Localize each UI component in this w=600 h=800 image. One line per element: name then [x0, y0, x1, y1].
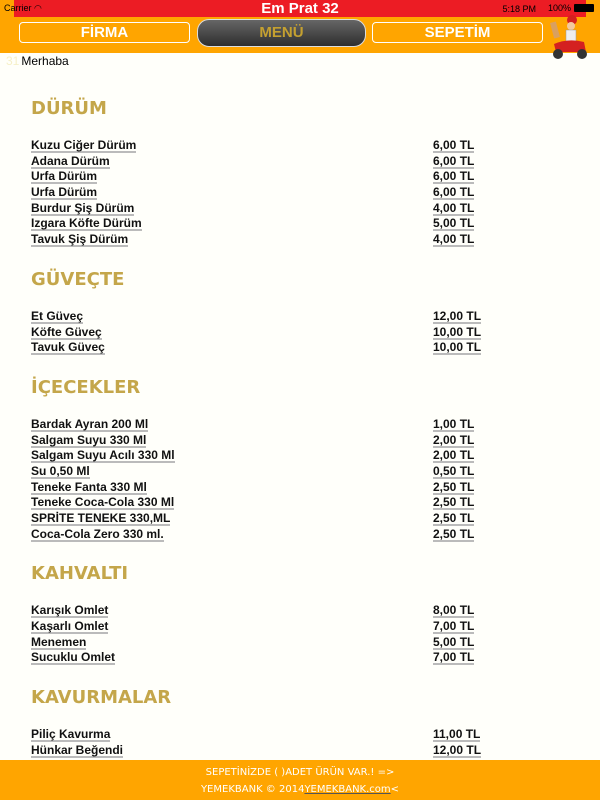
item-name-link[interactable]: Et Güveç — [31, 308, 84, 323]
item-price-link[interactable]: 1,00 TL — [433, 416, 475, 431]
item-price-link[interactable]: 12,00 TL — [433, 742, 482, 757]
item-name-link[interactable]: Teneke Fanta 330 Ml — [31, 479, 147, 494]
item-price-link[interactable]: 11,00 TL — [433, 727, 481, 742]
item-name-link[interactable]: Izgara Köfte Dürüm — [31, 216, 142, 231]
menu-section — [31, 562, 600, 666]
cart-summary-link[interactable]: SEPETİNİZDE ( )ADET ÜRÜN VAR.! => — [205, 767, 395, 778]
menu-section — [31, 376, 600, 543]
sepetim-button[interactable]: SEPETİM — [372, 22, 543, 43]
item-price-link[interactable]: 10,00 TL — [433, 340, 482, 355]
section-title: KAHVALTI — [31, 563, 129, 585]
menu-item — [31, 619, 600, 635]
battery-percent: 100% — [547, 3, 571, 13]
item-price-link[interactable]: 6,00 TL — [433, 138, 475, 152]
menu-item — [31, 309, 600, 325]
item-name-link[interactable]: Piliç Kavurma — [31, 727, 111, 742]
item-price-link[interactable]: 2,50 TL — [433, 495, 475, 510]
copyright — [0, 784, 600, 795]
item-name-link[interactable]: Salgam Suyu 330 Ml — [31, 432, 147, 447]
greeting-text: Merhaba — [21, 54, 69, 68]
menu-item — [31, 433, 600, 449]
item-price-link[interactable]: 6,00 TL — [433, 185, 475, 200]
delivery-scooter-icon[interactable] — [546, 14, 592, 62]
carrier-label — [4, 3, 42, 14]
item-name-link[interactable]: Su 0,50 Ml — [31, 463, 90, 478]
menu-item — [31, 417, 600, 433]
item-price-link[interactable]: 0,50 TL — [433, 463, 475, 478]
page-title: Em Prat 32 — [261, 0, 339, 17]
item-price-link[interactable]: 7,00 TL — [433, 650, 475, 665]
item-price-link[interactable]: 2,50 TL — [433, 479, 475, 494]
menu-item — [31, 232, 600, 248]
menu-item — [31, 727, 600, 743]
item-name-link[interactable]: Urfa Dürüm — [31, 185, 98, 200]
menu-item — [31, 464, 600, 480]
item-name-link[interactable]: Teneke Coca-Cola 330 Ml — [31, 495, 175, 510]
item-price-link[interactable]: 2,50 TL — [433, 526, 475, 541]
clock: 5:18 PM — [502, 4, 536, 14]
section-title: KAVURMALAR — [31, 687, 172, 709]
item-name-link[interactable]: Salgam Suyu Acılı 330 Ml — [31, 448, 175, 463]
menu-item — [31, 511, 600, 527]
item-price-link[interactable]: 2,50 TL — [433, 511, 475, 525]
menu-item — [31, 340, 600, 356]
menu-item — [31, 138, 600, 154]
menu-item — [31, 495, 600, 511]
item-price-link[interactable]: 10,00 TL — [433, 324, 482, 339]
item-price-link[interactable]: 12,00 TL — [433, 308, 482, 323]
item-price-link[interactable]: 5,00 TL — [433, 634, 475, 649]
battery-icon — [574, 4, 594, 12]
menu-item — [31, 201, 600, 217]
item-name-link[interactable]: Kuzu Ciğer Dürüm — [31, 138, 137, 152]
menu-section — [31, 686, 600, 758]
item-name-link[interactable]: Bardak Ayran 200 Ml — [31, 416, 149, 431]
item-name-link[interactable]: Menemen — [31, 634, 87, 649]
top-nav — [0, 17, 600, 53]
item-name-link[interactable]: Coca-Cola Zero 330 ml. — [31, 526, 164, 541]
item-name-link[interactable]: SPRİTE TENEKE 330,ML — [31, 511, 171, 525]
status-bar — [0, 0, 600, 17]
item-price-link[interactable]: 8,00 TL — [433, 603, 475, 618]
menu-list — [0, 70, 600, 760]
menu-item — [31, 216, 600, 232]
menu-button[interactable]: MENÜ — [197, 19, 366, 47]
menu-item — [31, 603, 600, 619]
item-price-link[interactable]: 2,00 TL — [433, 432, 475, 447]
menu-item — [31, 448, 600, 464]
menu-item — [31, 743, 600, 759]
item-price-link[interactable]: 4,00 TL — [433, 232, 475, 247]
wifi-icon: ◠ — [34, 3, 42, 13]
yemekbank-link[interactable]: YEMEKBANK.com — [304, 784, 391, 795]
item-name-link[interactable]: Burdur Şiş Dürüm — [31, 200, 135, 215]
menu-item — [31, 169, 600, 185]
menu-item — [31, 635, 600, 651]
copyright-suffix: < — [390, 784, 400, 795]
footer — [0, 760, 600, 800]
item-name-link[interactable]: Urfa Dürüm — [31, 169, 98, 184]
item-name-link[interactable]: Köfte Güveç — [31, 324, 102, 339]
section-title: DÜRÜM — [31, 98, 107, 119]
firma-button[interactable]: FİRMA — [19, 22, 190, 43]
item-price-link[interactable]: 5,00 TL — [433, 216, 475, 231]
item-price-link[interactable]: 6,00 TL — [433, 153, 475, 168]
item-name-link[interactable]: Adana Dürüm — [31, 153, 110, 168]
battery — [548, 3, 594, 13]
greeting — [6, 54, 69, 68]
item-name-link[interactable]: Sucuklu Omlet — [31, 650, 116, 665]
item-price-link[interactable]: 2,00 TL — [433, 448, 475, 463]
menu-item — [31, 650, 600, 666]
item-name-link[interactable]: Kaşarlı Omlet — [31, 619, 109, 634]
menu-section — [31, 268, 600, 356]
section-title: GÜVEÇTE — [31, 268, 125, 290]
item-name-link[interactable]: Tavuk Şiş Dürüm — [31, 232, 129, 247]
copyright-text: YEMEKBANK © 2014 — [200, 784, 305, 795]
menu-section — [31, 97, 600, 248]
carrier-text: Carrier — [4, 3, 32, 13]
greeting-number: 31 — [6, 54, 20, 68]
item-name-link[interactable]: Tavuk Güveç — [31, 340, 105, 355]
item-name-link[interactable]: Karışık Omlet — [31, 603, 109, 618]
item-price-link[interactable]: 4,00 TL — [433, 200, 475, 215]
menu-item — [31, 527, 600, 543]
section-title: İÇECEKLER — [31, 376, 141, 398]
menu-item — [31, 185, 600, 201]
item-price-link[interactable]: 7,00 TL — [433, 619, 475, 634]
item-price-link[interactable]: 6,00 TL — [433, 169, 475, 184]
item-name-link[interactable]: Hünkar Beğendi — [31, 742, 124, 757]
menu-item — [31, 154, 600, 170]
menu-item — [31, 480, 600, 496]
menu-item — [31, 325, 600, 341]
